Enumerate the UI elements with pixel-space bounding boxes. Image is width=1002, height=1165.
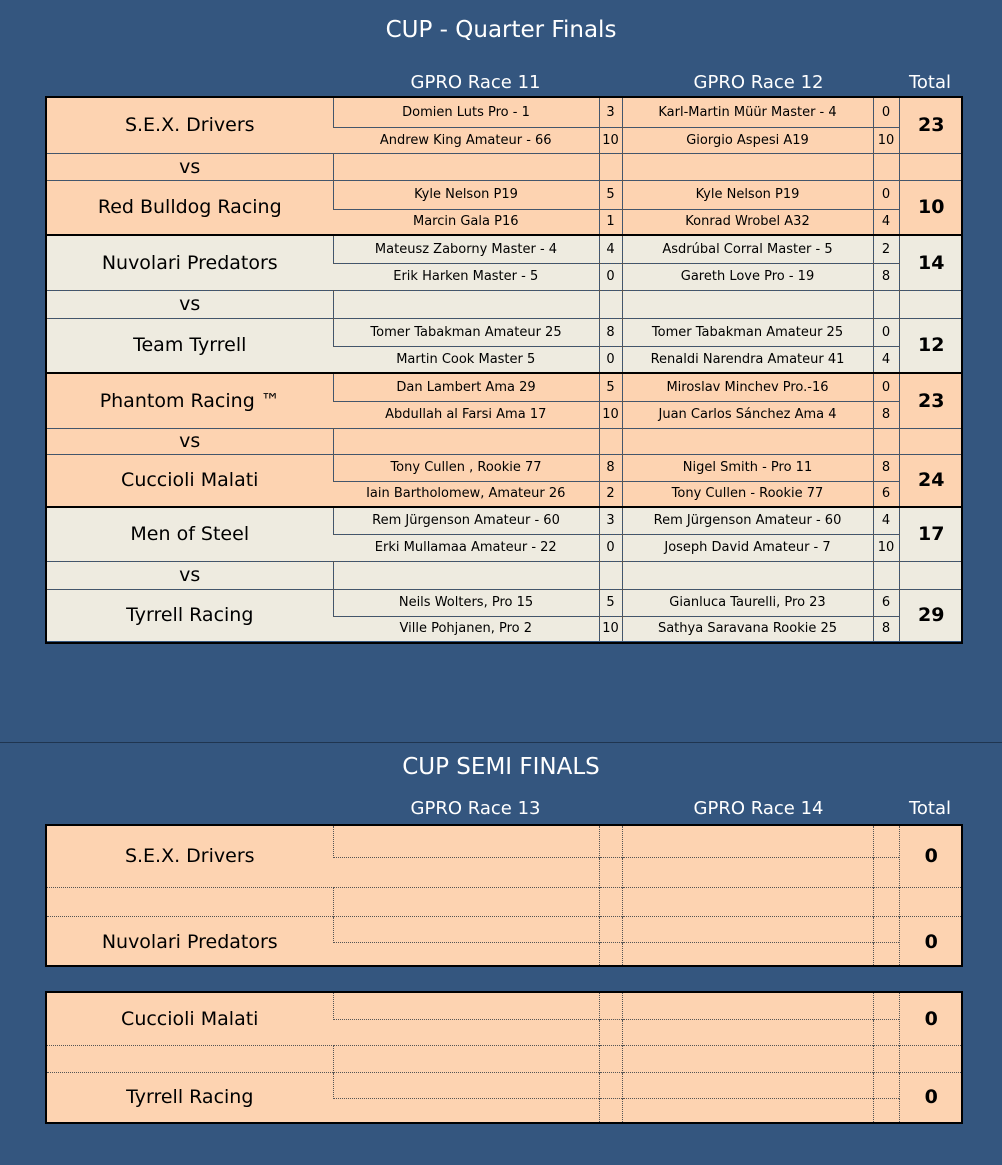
team-total: 29 [899,589,963,641]
driver-race-b: Miroslav Minchev Pro.-16 [622,373,873,401]
driver-race-b: Gareth Love Pro - 19 [622,263,873,290]
points-race-a: 0 [599,346,622,373]
match-1-team-1-row-1 [47,98,963,127]
points-race-a: 10 [599,401,622,428]
match-4-vs-row [47,561,963,589]
team-total: 12 [899,318,963,373]
semi-1-spacer-row [47,887,963,916]
points-race-a: 5 [599,373,622,401]
vs-label: vs [47,561,333,589]
driver-race-b: Joseph David Amateur - 7 [622,534,873,561]
points-race-b: 0 [873,98,899,127]
driver-race-b: Renaldi Narendra Amateur 41 [622,346,873,373]
points-race-a: 0 [599,534,622,561]
driver-race-b: Karl-Martin Müür Master - 4 [622,98,873,127]
points-race-b: 8 [873,454,899,481]
points-race-a: 8 [599,318,622,346]
semi-race-a-header: GPRO Race 13 [410,798,541,819]
points-race-b: 6 [873,589,899,616]
points-race-b: 8 [873,401,899,428]
match-4-team-2-row-1 [47,589,963,616]
team-total: 0 [899,1072,963,1122]
team-name: Cuccioli Malati [121,1007,259,1030]
team-name: Nuvolari Predators [47,235,333,290]
points-race-b: 4 [873,209,899,235]
points-race-b: 0 [873,318,899,346]
points-race-a: 1 [599,209,622,235]
driver-race-a: Abdullah al Farsi Ama 17 [333,401,599,428]
match-2-team-1-row-1 [47,235,963,263]
team-name: Men of Steel [47,507,333,561]
semi-final-1 [45,824,963,967]
match-4-team-1-row-1 [47,507,963,534]
team-name: Cuccioli Malati [47,454,333,507]
driver-race-a: Erik Harken Master - 5 [333,263,599,290]
points-race-a: 10 [599,616,622,641]
match-3-team-1-row-1 [47,373,963,401]
quarter-race-a-header: GPRO Race 11 [410,72,541,93]
points-race-a: 5 [599,180,622,209]
section-divider [0,742,1002,743]
driver-race-a: Ville Pohjanen, Pro 2 [333,616,599,641]
points-race-a [599,993,622,1019]
semi-total-header: Total [908,798,952,819]
points-race-a: 2 [599,481,622,507]
match-2-vs-row [47,290,963,318]
driver-race-a: Dan Lambert Ama 29 [333,373,599,401]
semi-2-team-1-row-1 [47,993,963,1019]
team-name: Tyrrell Racing [47,589,333,641]
match-2-team-2-row-1 [47,318,963,346]
points-race-a: 8 [599,454,622,481]
team-name: Red Bulldog Racing [47,180,333,235]
points-race-b: 0 [873,180,899,209]
points-race-b: 6 [873,481,899,507]
team-total: 0 [899,993,963,1045]
driver-race-a: Tony Cullen , Rookie 77 [333,454,599,481]
driver-race-b [622,993,873,1019]
driver-race-a: Iain Bartholomew, Amateur 26 [333,481,599,507]
points-race-a: 4 [599,235,622,263]
match-3-vs-row [47,428,963,454]
driver-race-b [622,826,873,857]
team-total: 10 [899,180,963,235]
driver-race-a: Martin Cook Master 5 [333,346,599,373]
match-1-team-2-row-1 [47,180,963,209]
team-total: 0 [899,916,963,967]
driver-race-a: Andrew King Amateur - 66 [333,127,599,153]
driver-race-a: Rem Jürgenson Amateur - 60 [333,507,599,534]
points-race-b: 4 [873,507,899,534]
points-race-b: 4 [873,346,899,373]
team-name: Nuvolari Predators [47,916,333,967]
team-name: Phantom Racing ™ [47,373,333,428]
driver-race-a [333,826,599,857]
driver-race-b: Kyle Nelson P19 [622,180,873,209]
semi-finals-title: CUP SEMI FINALS [402,754,600,780]
match-3-team-2-row-1 [47,454,963,481]
driver-race-b: Tomer Tabakman Amateur 25 [622,318,873,346]
points-race-b: 10 [873,127,899,153]
team-name: Tyrrell Racing [47,1072,333,1122]
semi-final-2 [45,991,963,1124]
points-race-b: 8 [873,263,899,290]
points-race-b: 10 [873,534,899,561]
points-race-b: 0 [873,373,899,401]
driver-race-b: Tony Cullen - Rookie 77 [622,481,873,507]
points-race-a: 3 [599,98,622,127]
team-total: 17 [899,507,963,561]
driver-race-a [333,993,599,1019]
match-1-vs-row [47,153,963,180]
points-race-b [873,826,899,857]
driver-race-a: Kyle Nelson P19 [333,180,599,209]
points-race-a: 0 [599,263,622,290]
driver-race-a: Neils Wolters, Pro 15 [333,589,599,616]
semi-2-team-2-row-1 [47,1072,963,1098]
quarter-finals-bracket [45,96,963,644]
driver-race-b: Konrad Wrobel A32 [622,209,873,235]
team-total: 0 [899,826,963,887]
driver-race-b: Gianluca Taurelli, Pro 23 [622,589,873,616]
semi-2-spacer-row [47,1045,963,1072]
driver-race-b: Sathya Saravana Rookie 25 [622,616,873,641]
team-name: Team Tyrrell [47,318,333,373]
driver-race-b: Asdrúbal Corral Master - 5 [622,235,873,263]
points-race-a: 3 [599,507,622,534]
vs-label: vs [47,428,333,454]
team-total: 23 [899,98,963,153]
points-race-a: 10 [599,127,622,153]
driver-race-b: Juan Carlos Sánchez Ama 4 [622,401,873,428]
points-race-a [599,826,622,857]
vs-label: vs [47,153,333,180]
driver-race-b: Rem Jürgenson Amateur - 60 [622,507,873,534]
driver-race-a: Erki Mullamaa Amateur - 22 [333,534,599,561]
driver-race-a: Domien Luts Pro - 1 [333,98,599,127]
team-name: S.E.X. Drivers [124,114,255,137]
semi-race-b-header: GPRO Race 14 [693,798,824,819]
quarter-race-b-header: GPRO Race 12 [693,72,824,93]
team-name: S.E.X. Drivers [124,845,255,868]
vs-label: vs [47,290,333,318]
driver-race-a: Marcin Gala P16 [333,209,599,235]
points-race-b [873,993,899,1019]
driver-race-a: Mateusz Zaborny Master - 4 [333,235,599,263]
team-total: 14 [899,235,963,290]
driver-race-a: Tomer Tabakman Amateur 25 [333,318,599,346]
points-race-a: 5 [599,589,622,616]
semi-1-team-1-row-1 [47,826,963,857]
team-total: 23 [899,373,963,428]
team-total: 24 [899,454,963,507]
points-race-b: 8 [873,616,899,641]
points-race-b: 2 [873,235,899,263]
quarter-total-header: Total [908,72,952,93]
semi-1-team-2-row-1 [47,916,963,942]
driver-race-b: Nigel Smith - Pro 11 [622,454,873,481]
driver-race-b: Giorgio Aspesi A19 [622,127,873,153]
quarter-finals-title: CUP - Quarter Finals [385,17,617,43]
